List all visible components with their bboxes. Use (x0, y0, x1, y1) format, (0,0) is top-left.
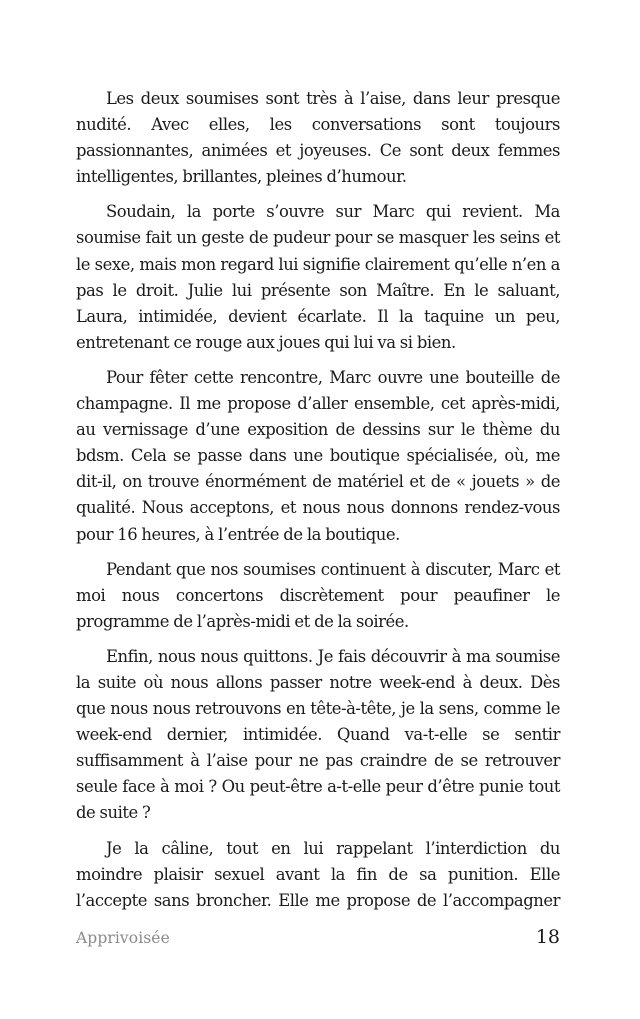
paragraph: Je la câline, tout en lui rappelant l’interdiction du moindre plaisir sexuel avant la fin de sa punition. Elle l’accepte sans broncher. Elle me propose de l’accompagner (76, 838, 560, 910)
paragraph: Enfin, nous nous quittons. Je fais découvrir à ma soumise la suite où nous allons passer notre week-end à deux. Dès que nous nous retrouvons en tête-à-tête, je la sens, comme le week-end dernier, intimidée. Quand va-t-elle se sentir suffisamment à l’aise pour ne pas craindre de se retrouver seule face à moi ? Ou peut-être a-t-elle peur d’être punie tout de suite ? (76, 646, 560, 823)
paragraph: Pendant que nos soumises continuent à discuter, Marc et moi nous concertons discrètement pour peaufiner le programme de l’après-midi et de la soirée. (76, 559, 560, 631)
paragraph: Soudain, la porte s’ouvre sur Marc qui revient. Ma soumise fait un geste de pudeur pour se masquer les seins et le sexe, mais mon regard lui signifie clairement qu’elle n’en a pas le droit. Julie lui présente son Maître. En le saluant, Laura, intimidée, devient écarlate. Il la taquine un peu, entretenant ce rouge aux joues qui lui va si bien. (76, 202, 560, 352)
paragraph: Les deux soumises sont très à l’aise, dans leur presque nudité. Avec elles, les conversations sont toujours passionnantes, animées et joyeuses. Ce sont deux femmes intelligentes, brillantes, pleines d’humour. (76, 89, 560, 187)
page-footer (76, 926, 560, 954)
body-text (76, 86, 560, 923)
paragraph: Pour fêter cette rencontre, Marc ouvre une bouteille de champagne. Il me propose d’aller ensemble, cet après-midi, au vernissage d’une exposition de dessins sur le thème du bdsm. Cela se passe dans une boutique spécialisée, où, me dit-il, on trouve énormément de matériel et de « jouets » de qualité. Nous acceptons, et nous nous donnons rendez-vous pour 16 heures, à l’entrée de la boutique. (76, 367, 560, 544)
page-number: 18 (535, 926, 560, 948)
running-title: Apprivoisée (76, 929, 170, 947)
